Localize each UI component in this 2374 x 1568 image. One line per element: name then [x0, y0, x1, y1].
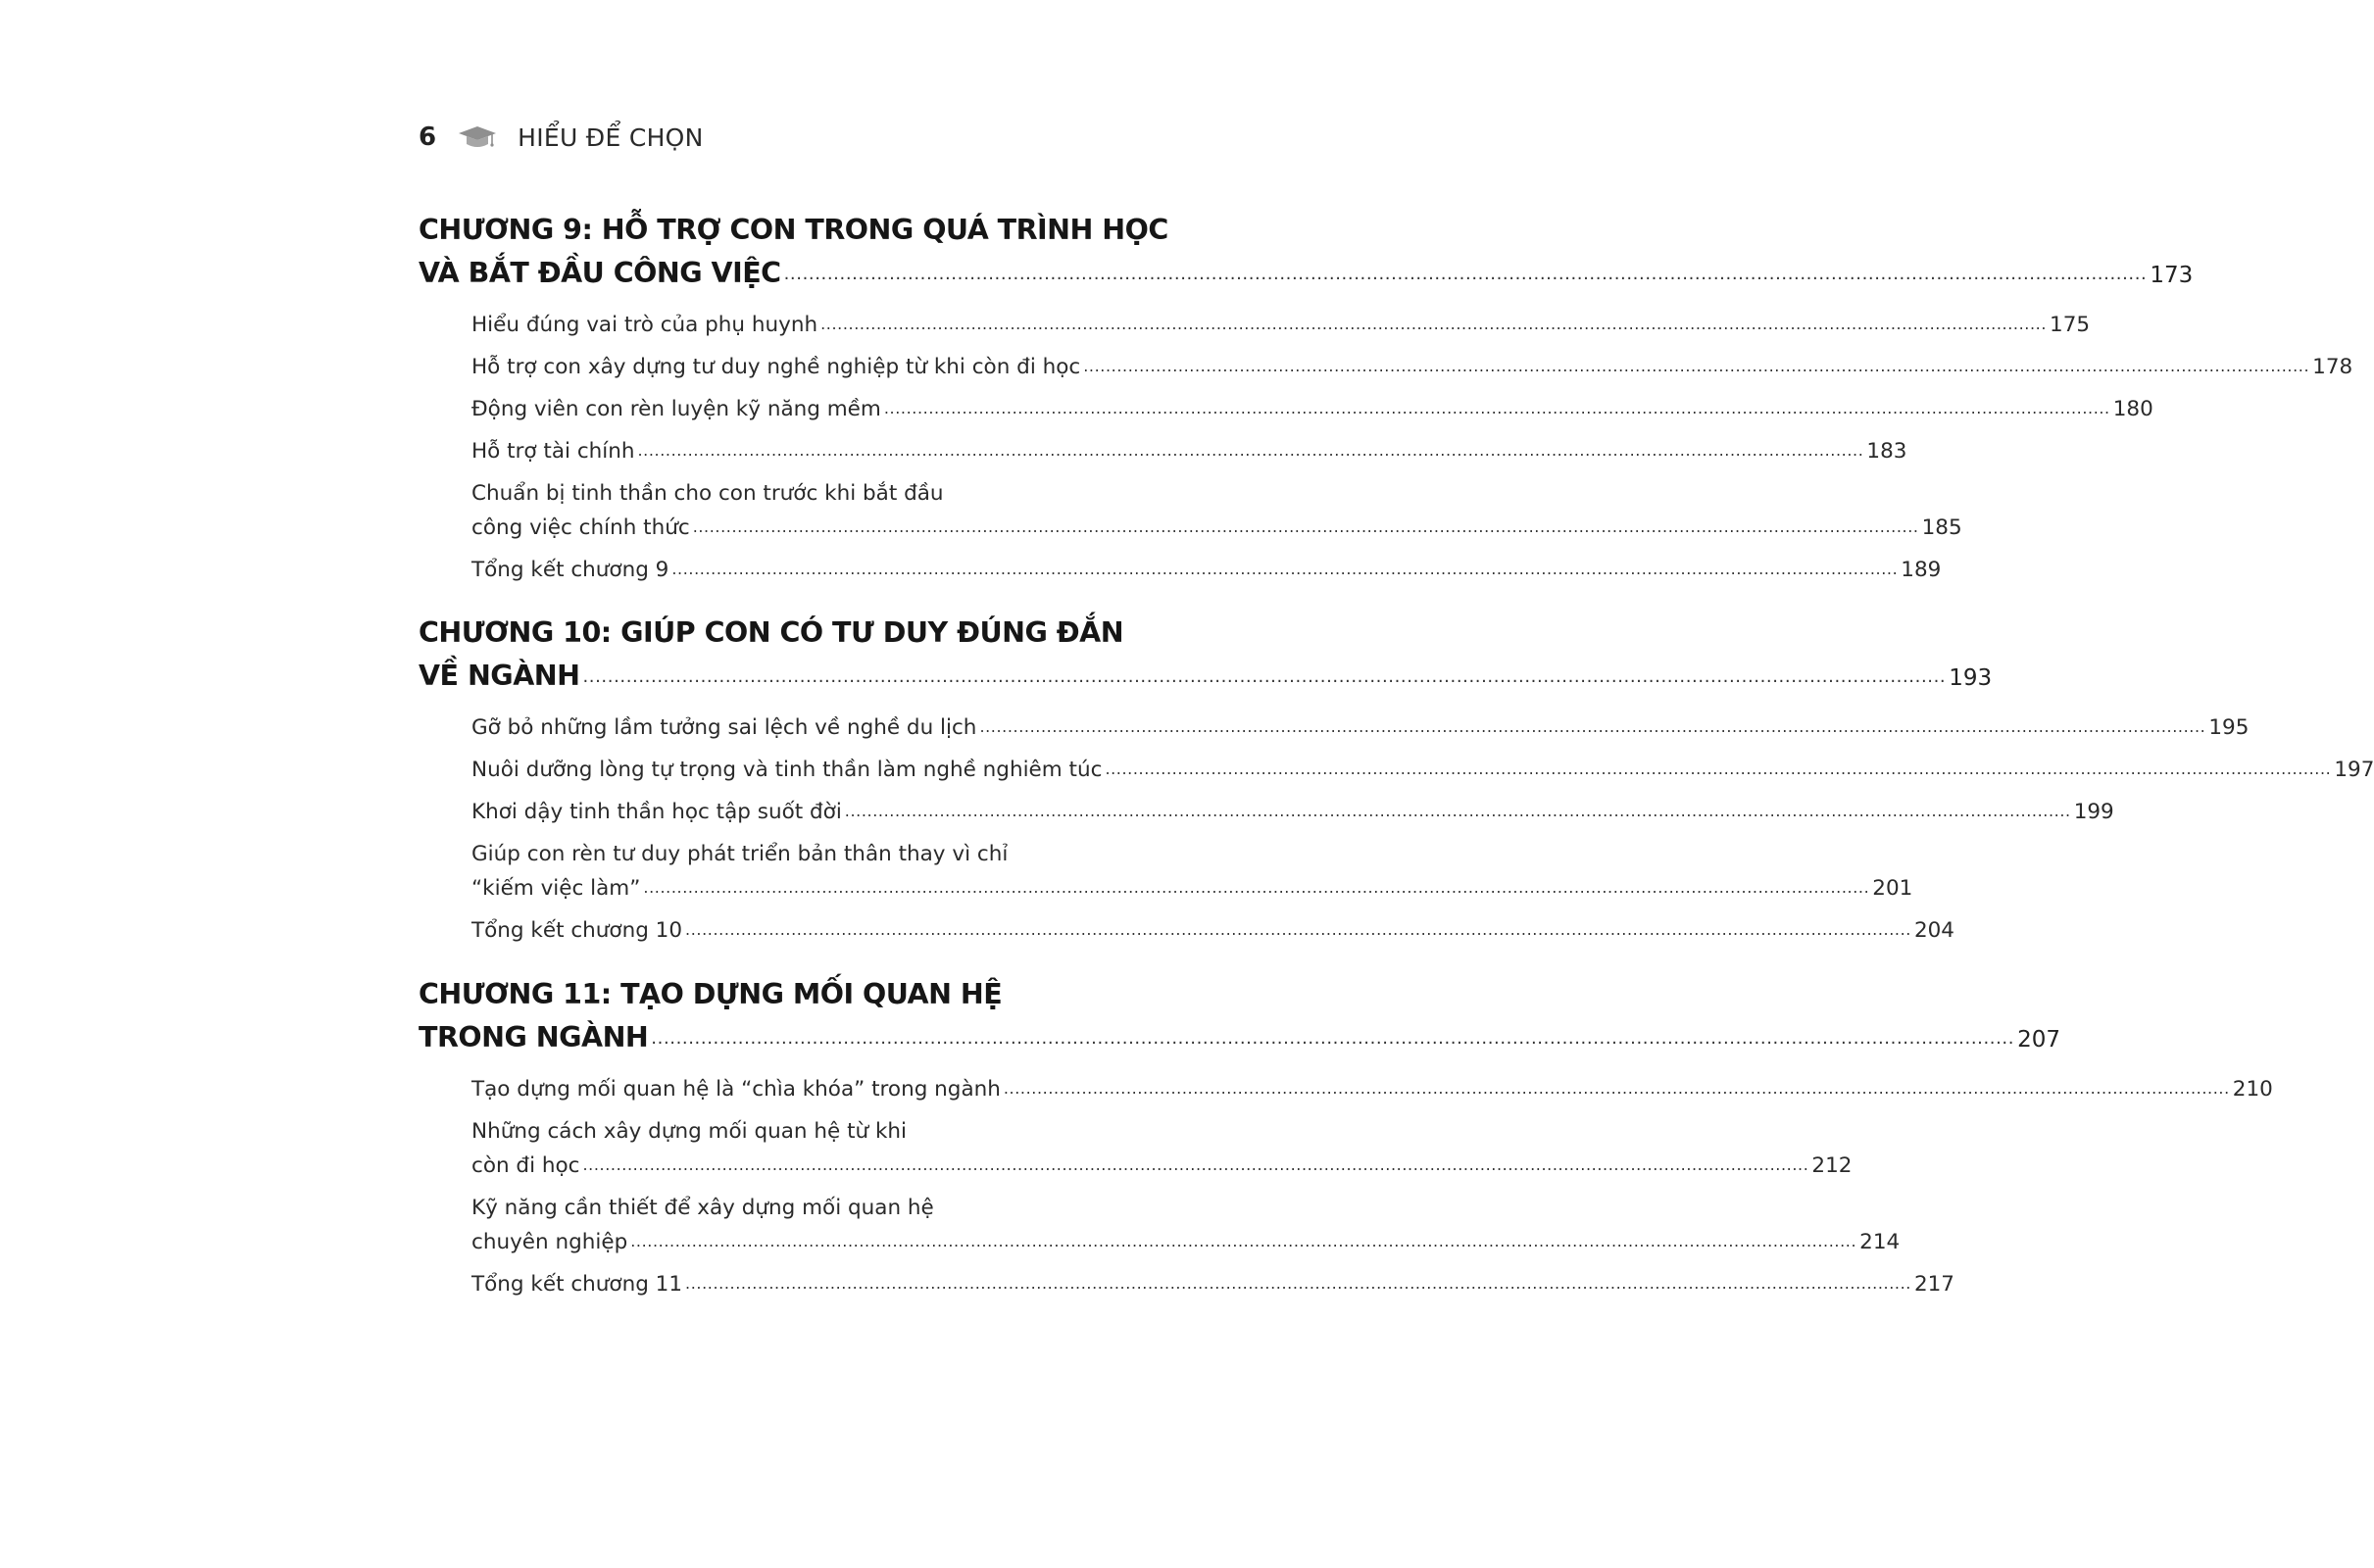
- chapter-10-title-line2: VỀ NGÀNH: [419, 660, 580, 692]
- entry-page: 204: [1913, 918, 1954, 943]
- toc-entry-line1: [471, 1108, 1170, 1144]
- toc-entry: [471, 789, 2114, 824]
- entry-page: 178: [2312, 355, 2353, 379]
- chapter-11-title-line2: TRONG NGÀNH: [419, 1021, 649, 1054]
- graduation-cap-icon: [458, 124, 497, 150]
- entry-page: 195: [2208, 715, 2250, 740]
- toc-entry: [471, 865, 1913, 901]
- dot-leader: ............................................................................................................................................................................................................................: [637, 441, 1864, 460]
- entry-page: 199: [2073, 800, 2114, 824]
- entry-page: 210: [2232, 1077, 2273, 1102]
- toc-entry: [471, 1066, 2273, 1102]
- entry-page: 214: [1859, 1230, 1901, 1254]
- toc-entry: [471, 1143, 1853, 1178]
- chapter-10-page: 193: [1949, 665, 1993, 691]
- entry-page: 212: [1811, 1153, 1853, 1178]
- dot-leader: ............................................................................................................................................................................................................................: [582, 1155, 1809, 1174]
- entry-title: Hỗ trợ tài chính: [471, 439, 635, 464]
- entry-page: 183: [1866, 439, 1907, 464]
- entry-title: Khơi dậy tinh thần học tập suốt đời: [471, 800, 842, 824]
- toc-entry: [471, 344, 2353, 379]
- chapter-9-title-line1: CHƯƠNG 9: HỖ TRỢ CON TRONG QUÁ TRÌNH HỌC: [419, 214, 1168, 246]
- chapter-title-line: [419, 606, 1170, 649]
- entry-title: Gỡ bỏ những lầm tưởng sai lệch về nghề du lịch: [471, 715, 977, 740]
- dot-leader: ............................................................................................................................................................................................................................: [844, 802, 2071, 820]
- chapter-title-line: [419, 967, 1170, 1010]
- dot-leader: ............................................................................................................................................................................................................................: [1003, 1079, 2230, 1098]
- entry-page: 175: [2050, 313, 2091, 337]
- entry-title: Kỹ năng cần thiết để xây dựng mối quan hệ: [471, 1196, 934, 1220]
- entry-page: 189: [1901, 558, 1942, 582]
- entry-page: 180: [2112, 397, 2153, 421]
- dot-leader: ............................................................................................................................................................................................................................: [1083, 357, 2310, 375]
- toc-entry: [471, 428, 1907, 464]
- dot-leader: ............................................................................................................................................................................................................................: [685, 920, 1911, 939]
- entry-title: Chuẩn bị tinh thần cho con trước khi bắt đầu: [471, 481, 944, 506]
- dot-leader: ............................................................................................................................................................................................................................: [671, 560, 1899, 578]
- chapter-9-title-line2: VÀ BẮT ĐẦU CÔNG VIỆC: [419, 257, 781, 289]
- entry-title: Tổng kết chương 11: [471, 1272, 683, 1297]
- toc-entry: [471, 747, 2374, 782]
- entry-title-line2: công việc chính thức: [471, 515, 690, 540]
- entry-title: Động viên con rèn luyện kỹ năng mềm: [471, 397, 881, 421]
- entry-title: Hỗ trợ con xây dựng tư duy nghề nghiệp từ khi còn đi học: [471, 355, 1081, 379]
- dot-leader: ............................................................................................................................................................................................................................: [1105, 760, 2332, 778]
- entry-title: Tổng kết chương 9: [471, 558, 669, 582]
- entry-title: Giúp con rèn tư duy phát triển bản thân thay vì chỉ: [471, 842, 1009, 866]
- entry-title: Tạo dựng mối quan hệ là “chìa khóa” trong ngành: [471, 1077, 1001, 1102]
- page-number: 6: [419, 122, 437, 152]
- entry-title-line2: chuyên nghiệp: [471, 1230, 628, 1254]
- dot-leader: ............................................................................................................................................................................................................................: [820, 315, 2048, 333]
- book-title: HIỂU ĐỂ CHỌN: [518, 122, 704, 152]
- toc-entry: [471, 1219, 1901, 1254]
- entry-page: 217: [1913, 1272, 1954, 1297]
- entry-page: 201: [1872, 876, 1913, 901]
- dot-leader: ............................................................................................................................................................................................................................: [643, 878, 1870, 897]
- toc-entry: [471, 302, 2091, 337]
- toc-entry: [471, 1261, 1954, 1297]
- toc-entry-line1: [471, 470, 1170, 506]
- chapter-11-title-line1: CHƯƠNG 11: TẠO DỰNG MỐI QUAN HỆ: [419, 978, 1003, 1010]
- chapter-title-line: [419, 203, 1170, 246]
- entry-title-line2: “kiếm việc làm”: [471, 876, 641, 901]
- entry-page: 197: [2334, 758, 2374, 782]
- chapter-title-line: [419, 649, 1993, 692]
- toc-entry: [471, 505, 1962, 540]
- toc-entry: [471, 386, 2153, 421]
- dot-leader: ............................................................................................................................................................................................................................: [783, 264, 2148, 284]
- toc-entry-line1: [471, 831, 1170, 866]
- entry-title: Tổng kết chương 10: [471, 918, 683, 943]
- toc-entry-line1: [471, 1185, 1170, 1220]
- chapter-10-title-line1: CHƯƠNG 10: GIÚP CON CÓ TƯ DUY ĐÚNG ĐẮN: [419, 616, 1124, 649]
- chapter-11-page: 207: [2017, 1027, 2060, 1053]
- entry-title: Những cách xây dựng mối quan hệ từ khi: [471, 1119, 908, 1144]
- entry-title: Hiểu đúng vai trò của phụ huynh: [471, 313, 818, 337]
- chapter-9-page: 173: [2150, 263, 2194, 288]
- toc-entry: [471, 547, 1942, 582]
- dot-leader: ............................................................................................................................................................................................................................: [979, 717, 2206, 736]
- dot-leader: ............................................................................................................................................................................................................................: [582, 666, 1947, 687]
- dot-leader: ............................................................................................................................................................................................................................: [692, 517, 1919, 536]
- dot-leader: ............................................................................................................................................................................................................................: [651, 1028, 2015, 1049]
- dot-leader: ............................................................................................................................................................................................................................: [630, 1232, 1857, 1250]
- dot-leader: ............................................................................................................................................................................................................................: [883, 399, 2110, 417]
- chapter-title-line: [419, 246, 2194, 289]
- entry-title: Nuôi dưỡng lòng tự trọng và tinh thần làm nghề nghiêm túc: [471, 758, 1103, 782]
- entry-title-line2: còn đi học: [471, 1153, 580, 1178]
- toc-entry: [471, 907, 1954, 943]
- dot-leader: ............................................................................................................................................................................................................................: [685, 1274, 1911, 1293]
- chapter-title-line: [419, 1010, 2060, 1054]
- toc-entry: [471, 705, 2250, 740]
- running-header: [419, 116, 704, 159]
- entry-page: 185: [1921, 515, 1962, 540]
